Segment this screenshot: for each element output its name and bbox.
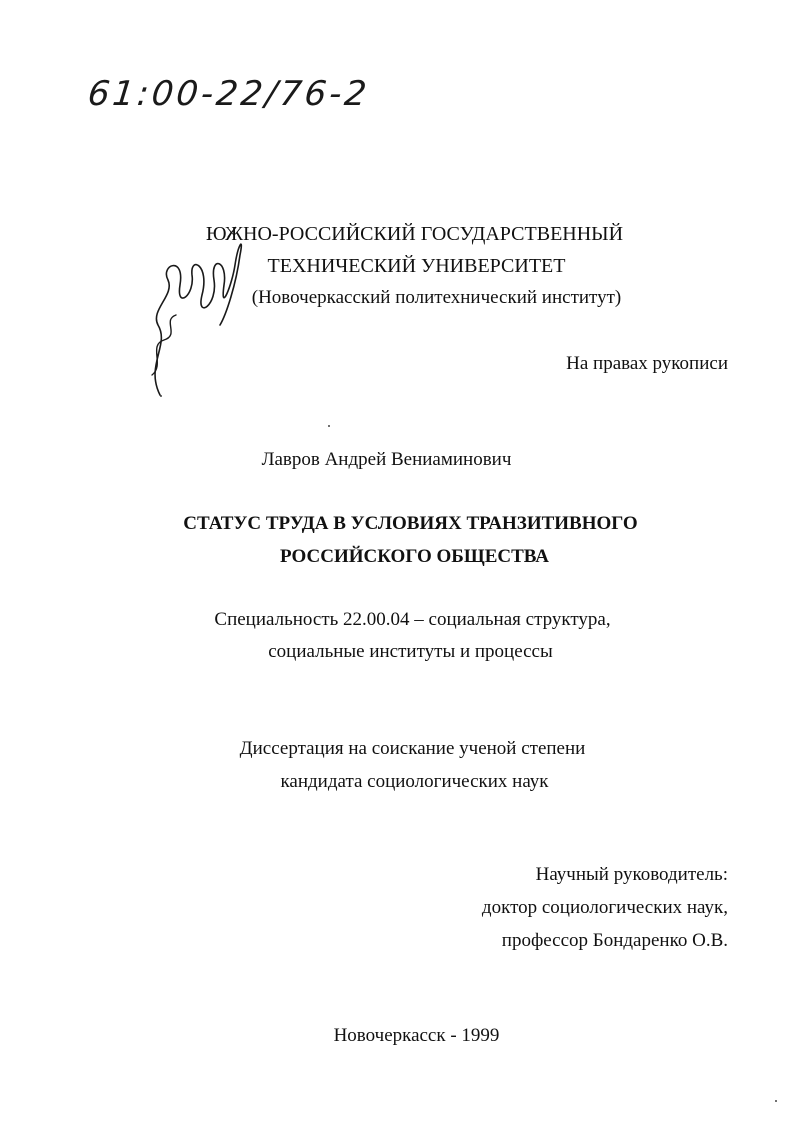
degree-line1: Диссертация на соискание ученой степени [239,738,586,759]
advisor-name: профессор Бондаренко О.В. [501,930,728,951]
thesis-title-line1: СТАТУС ТРУДА В УСЛОВИЯХ ТРАНЗИТИВНОГО [183,513,638,534]
scan-speck [160,395,162,397]
signature-scribble [140,225,250,405]
university-name-line2: ТЕХНИЧЕСКИЙ УНИВЕРСИТЕТ [267,255,566,277]
advisor-label: Научный руководитель: [535,864,728,885]
degree-line2: кандидата социологических наук [280,771,549,792]
city-year: Новочеркасск - 1999 [333,1025,500,1046]
thesis-title-line2: РОССИЙСКОГО ОБЩЕСТВА [280,546,549,567]
scan-speck [328,425,330,427]
advisor-rank: доктор социологических наук, [481,897,728,918]
scan-speck [775,1100,777,1102]
specialty-line2: социальные институты и процессы [268,641,553,662]
manuscript-note: На правах рукописи [566,353,728,374]
university-former-name: (Новочеркасский политехнический институт) [251,287,622,308]
archive-number: 61:00-22/76-2 [85,74,372,114]
specialty-line1: Специальность 22.00.04 – социальная структура, [214,609,611,630]
author-name: Лавров Андрей Вениаминович [261,449,512,470]
university-name-line1: ЮЖНО-РОССИЙСКИЙ ГОСУДАРСТВЕННЫЙ [205,223,624,245]
